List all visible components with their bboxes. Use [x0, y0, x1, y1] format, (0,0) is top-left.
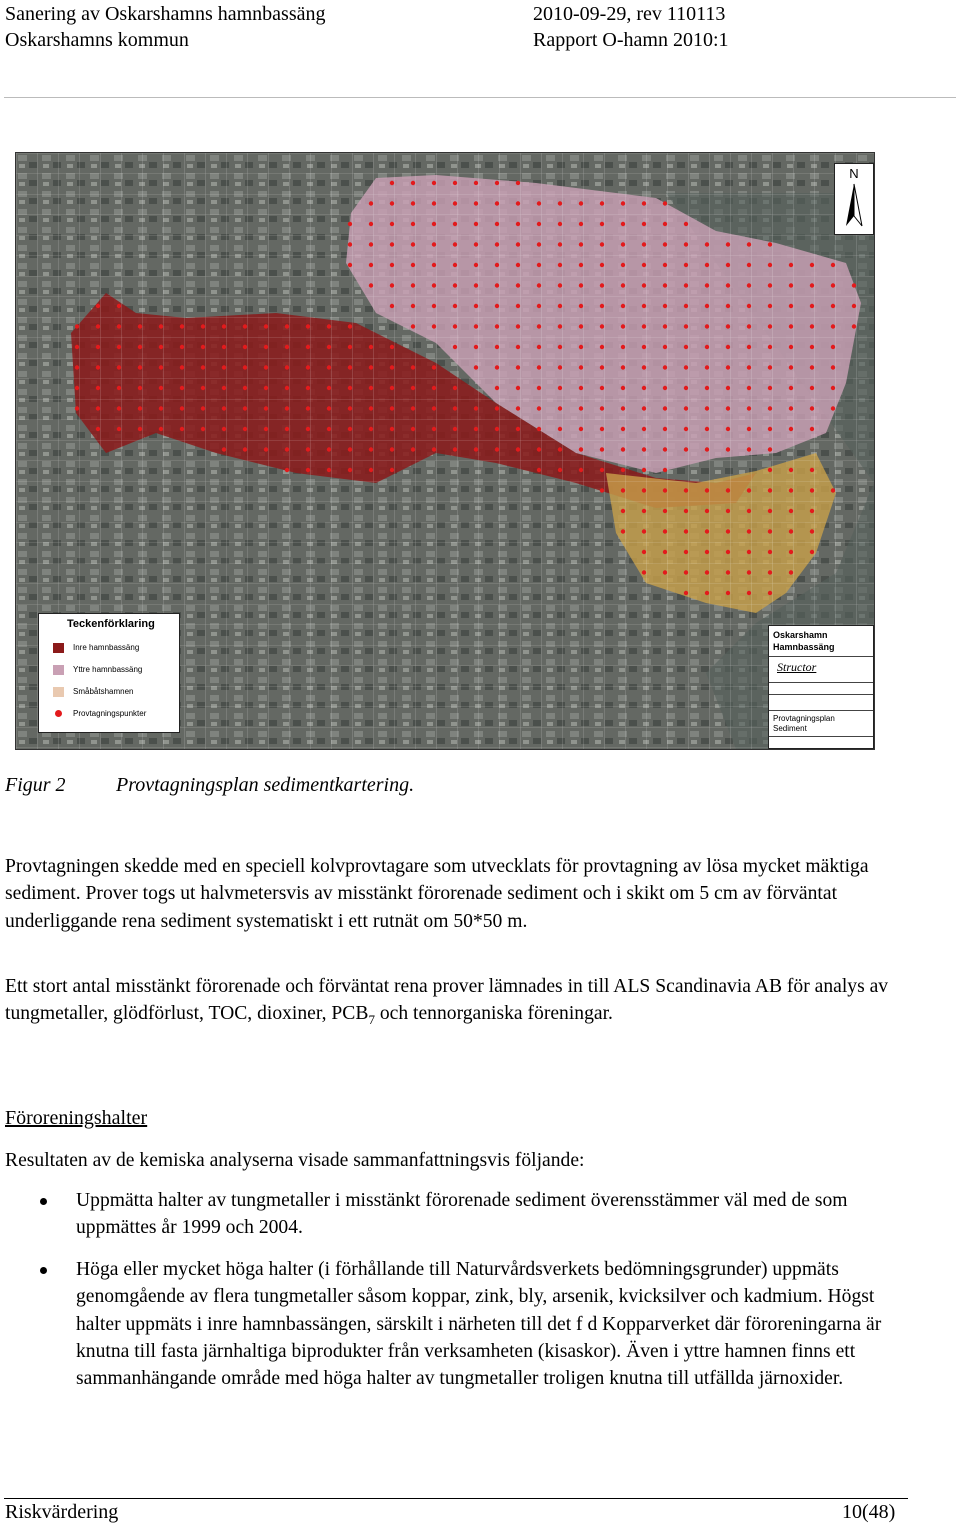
header-org: Oskarshamns kommun [5, 29, 189, 51]
bullet-item: Höga eller mycket höga halter (i förhållande till Naturvårdsverkets bedömningsgrunder) uppmäts genomgående av flera tungmetaller såsom koppar, zink, bly, arsenik, kvicksilver och kadmium. Högst halter uppmäts i inre hamnbassängen, särskilt i närheten till det f d Kopparverket där föroreningarna är knutna till fasta järnhaltiga biprodukter från verksamheten (kisaskor). Även i yttre hamnen finns ett sammanhängande område med höga halter av tungmetaller troligen knutna till utfällda järnoxider. [76, 1259, 882, 1390]
structor-logo: Structor [777, 660, 817, 674]
header-report: Rapport O-hamn 2010:1 [533, 29, 729, 51]
marina-swatch [53, 687, 64, 697]
map-title-block [768, 625, 874, 749]
legend-label: Småbåtshamnen [73, 687, 134, 696]
north-arrow [834, 163, 874, 235]
pcb-subscript: 7 [368, 1012, 375, 1028]
legend-label: Provtagningspunkter [73, 709, 147, 718]
paragraph-results-intro: Resultaten av de kemiska analyserna visade sammanfattningsvis följande: [5, 1150, 585, 1171]
header-divider [4, 97, 956, 98]
footer-divider [4, 1498, 908, 1499]
map-legend [38, 613, 180, 733]
inner-swatch [53, 643, 64, 653]
title-block-line2: Hamnbassäng [773, 642, 835, 652]
sampling-map [15, 152, 875, 750]
legend-title: Teckenförklaring [67, 618, 155, 630]
page-number: 10(48) [842, 1501, 896, 1523]
outer-swatch [53, 665, 64, 675]
header-date: 2010-09-29, rev 110113 [533, 3, 726, 25]
bullet-item: Uppmätta halter av tungmetaller i misstänkt förorenade sediment överensstämmer väl med de som uppmättes år 1999 och 2004. [76, 1190, 848, 1239]
legend-item-points [53, 708, 146, 722]
footer-section: Riskvärdering [5, 1501, 119, 1523]
point-swatch [55, 710, 62, 717]
header-title: Sanering av Oskarshamns hamnbassäng [5, 3, 326, 25]
figure-caption: Provtagningsplan sedimentkartering. [116, 774, 415, 796]
north-arrow-icon [835, 164, 873, 234]
legend-label: Inre hamnbassäng [73, 643, 140, 652]
section-heading: Föroreningshalter [5, 1107, 148, 1129]
analysis-text: Ett stort antal misstänkt förorenade och förväntat rena prover lämnades in till ALS Scandinavia AB för analys av tungmetaller, glödförlust, TOC, dioxiner, PCB [5, 976, 889, 1025]
title-block-subject: Sediment [773, 724, 807, 733]
figure-number: Figur 2 [5, 774, 66, 796]
bullet-dot [40, 1267, 47, 1274]
analysis-text-end: och tennorganiska föreningar. [374, 1003, 613, 1025]
title-block-line1: Oskarshamn [773, 630, 828, 640]
legend-label: Yttre hamnbassäng [73, 665, 143, 674]
paragraph-analysis [5, 973, 910, 1034]
north-label: N [849, 166, 859, 181]
paragraph-sampling: Provtagningen skedde med en speciell kolvprovtagare som utvecklats för provtagning av lösa mycket mäktiga sediment. Prover togs ut halvmetersvis av misstänkt förorenade sediment och i skikt om 5 cm av förväntat underliggande rena sediment systematiskt i ett rutnät om 50*50 m. [5, 856, 869, 932]
title-block-plan: Provtagningsplan [773, 714, 835, 723]
legend-item-outer [53, 664, 142, 678]
legend-item-marina [53, 686, 133, 700]
bullet-dot [40, 1198, 47, 1205]
legend-item-inner [53, 642, 139, 656]
